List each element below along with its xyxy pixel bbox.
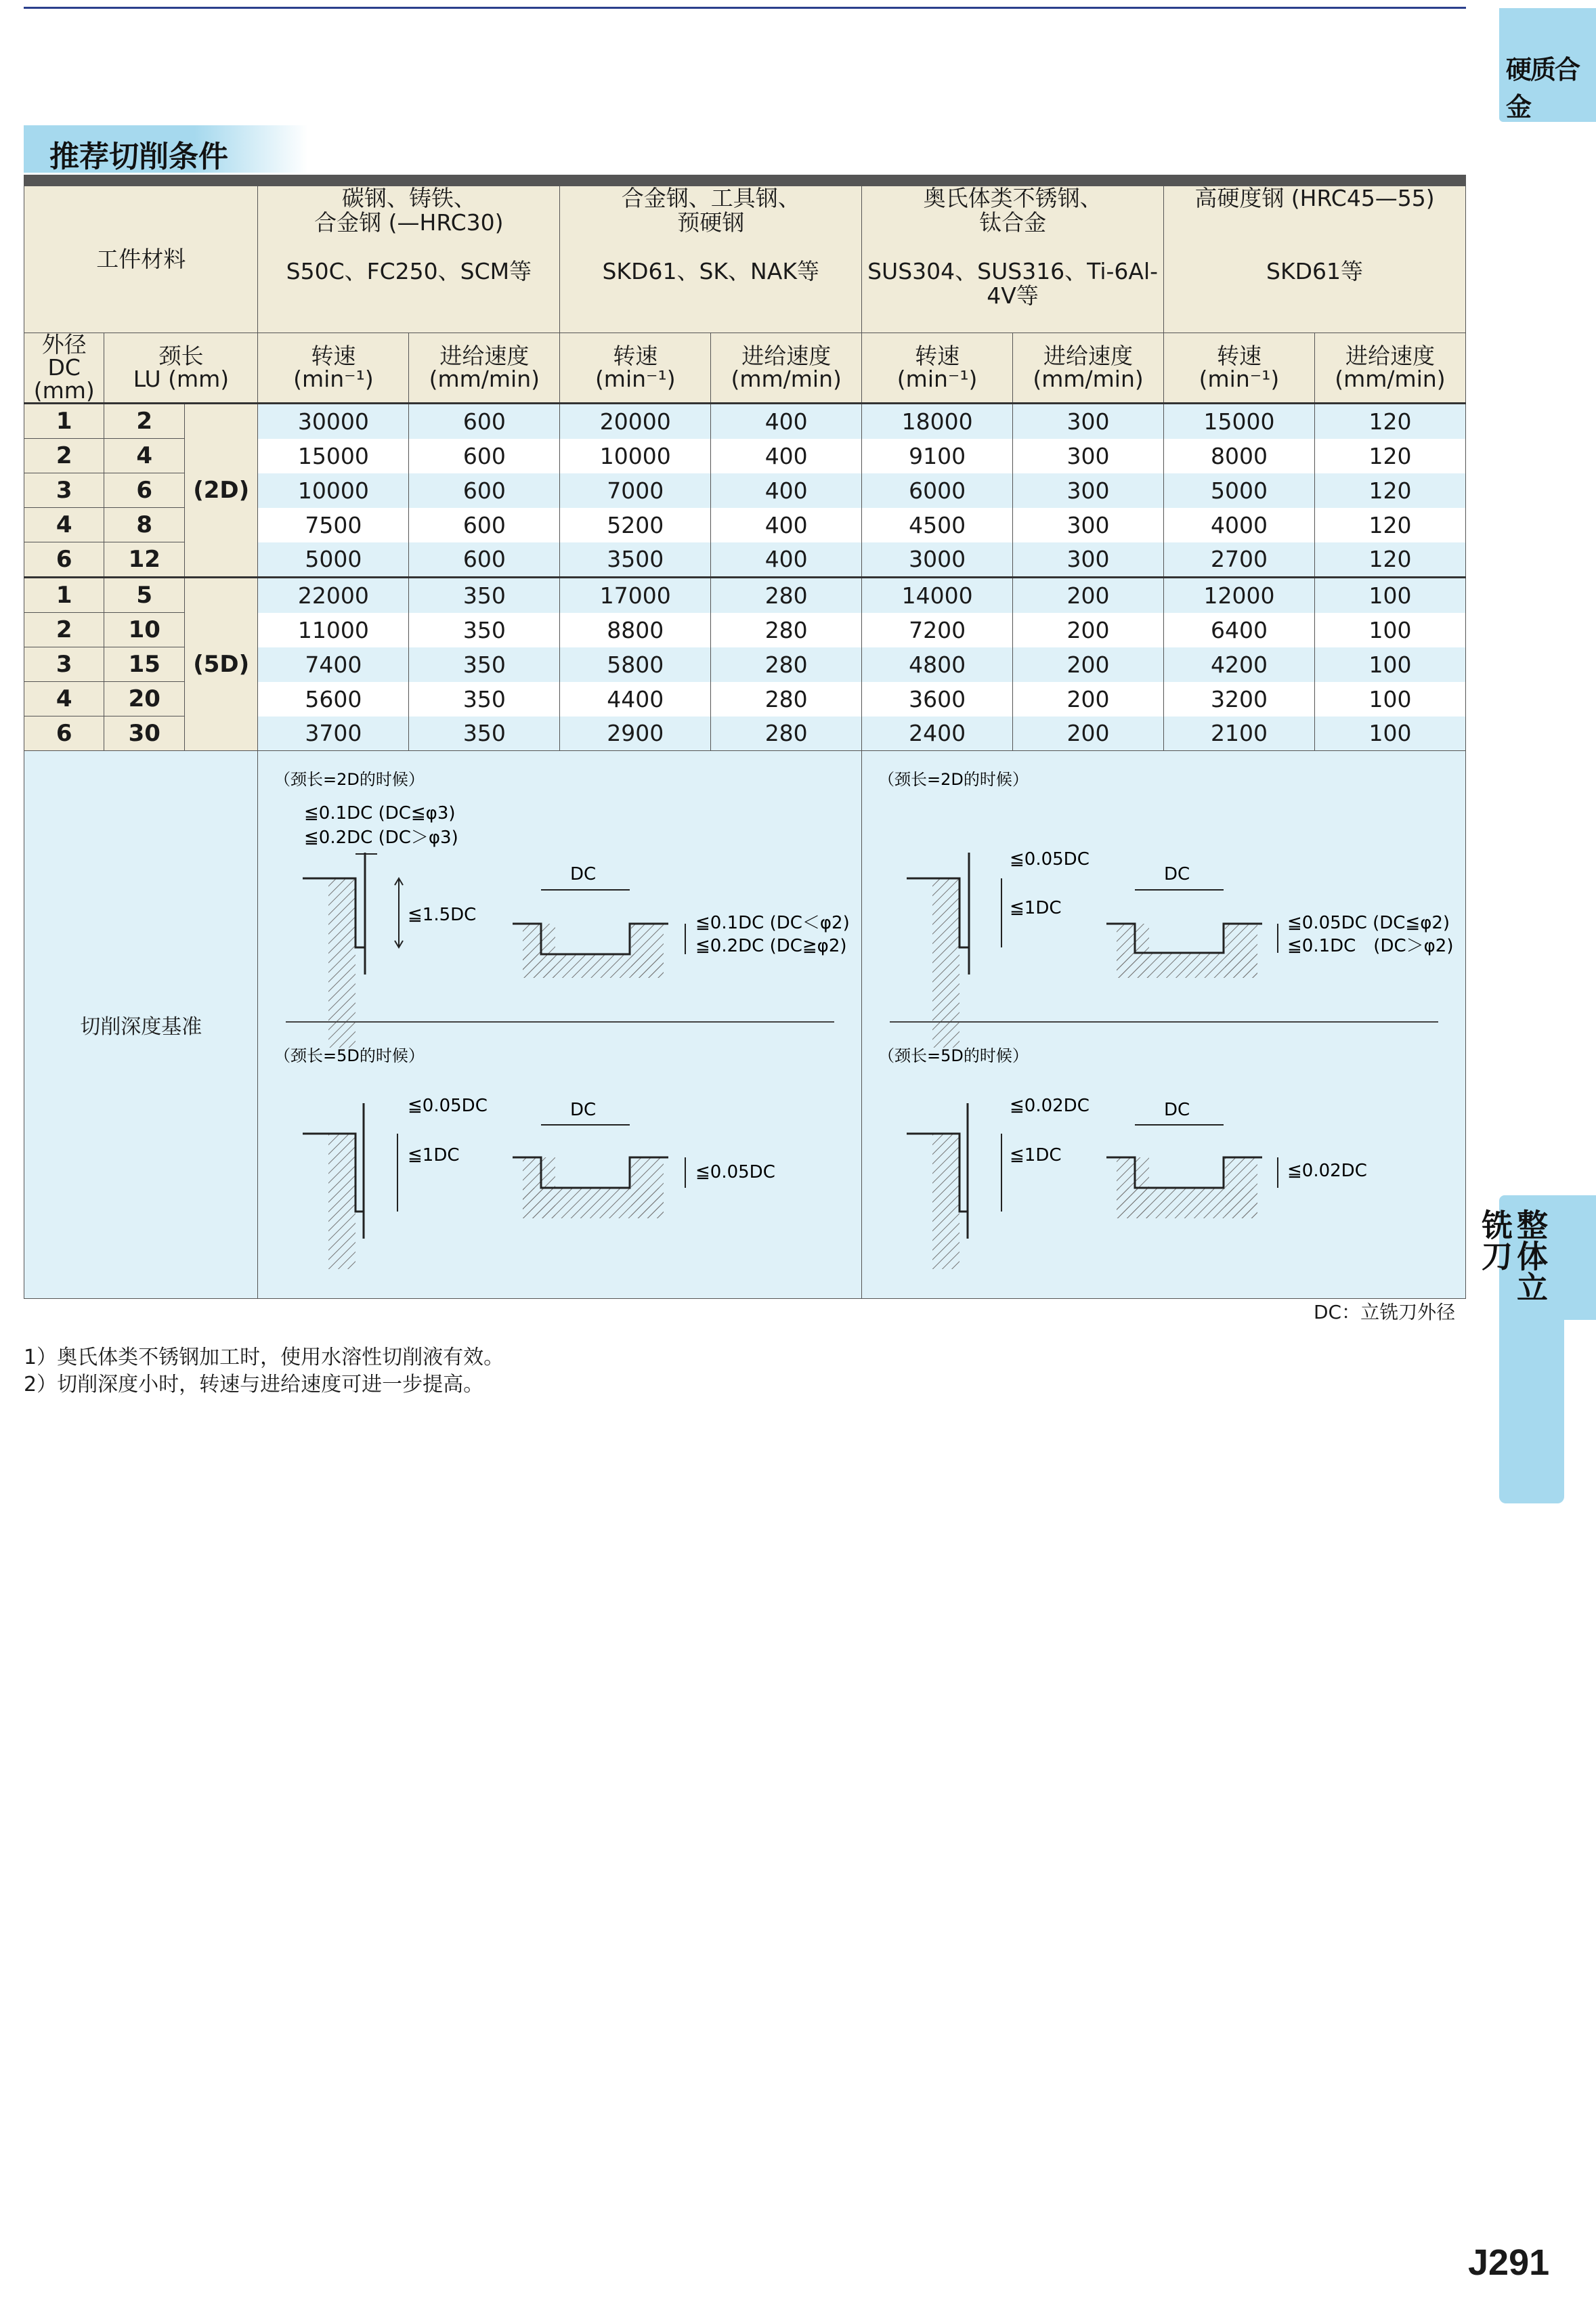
section-title: 推荐切削条件 — [24, 125, 308, 173]
speed-cell: 2100 — [1164, 716, 1315, 751]
feed-cell: 100 — [1314, 716, 1465, 751]
material-0: 碳钢、铸铁、 合金钢 (—HRC30) S50C、FC250、SCM等 — [258, 186, 560, 333]
feed-cell: 300 — [1013, 508, 1164, 542]
category-tab-carbide[interactable] — [1499, 8, 1596, 122]
speed-cell: 5000 — [1164, 473, 1315, 508]
category-tab-extension — [1499, 1314, 1564, 1503]
svg-text:≦0.05DC: ≦0.05DC — [1009, 849, 1090, 870]
feed-cell: 300 — [1013, 404, 1164, 439]
feed-cell: 100 — [1314, 647, 1465, 682]
speed-cell: 8000 — [1164, 439, 1315, 473]
speed-cell: 17000 — [560, 578, 711, 613]
feed-cell: 350 — [409, 647, 560, 682]
svg-text:≦0.2DC (DC≧φ2): ≦0.2DC (DC≧φ2) — [695, 936, 847, 956]
svg-text:≦1DC: ≦1DC — [407, 1145, 460, 1165]
speed-cell: 18000 — [862, 404, 1013, 439]
table-row — [24, 578, 1466, 613]
lu-cell: 6 — [104, 473, 184, 508]
neck-group-label: (5D) — [184, 578, 257, 751]
svg-text:≦0.05DC (DC≦φ2): ≦0.05DC (DC≦φ2) — [1287, 913, 1450, 933]
bottom-cut-diagram-2d — [1106, 864, 1453, 978]
col-feed: 进给速度 (mm/min) — [1013, 333, 1164, 404]
svg-text:≦0.05DC: ≦0.05DC — [695, 1162, 775, 1182]
lu-cell: 12 — [104, 542, 184, 578]
speed-cell: 2700 — [1164, 542, 1315, 578]
svg-text:DC: DC — [1163, 1100, 1190, 1120]
lu-cell: 2 — [104, 404, 184, 439]
lu-cell: 8 — [104, 508, 184, 542]
lu-cell: 5 — [104, 578, 184, 613]
feed-cell: 400 — [711, 473, 862, 508]
feed-cell: 120 — [1314, 404, 1465, 439]
side-cut-diagram-2d — [907, 849, 1090, 1048]
speed-cell: 3500 — [560, 542, 711, 578]
lu-cell: 20 — [104, 682, 184, 716]
page-number: J291 — [1468, 2242, 1550, 2283]
col-lu: 颈长 LU (mm) — [104, 333, 258, 404]
lu-cell: 4 — [104, 439, 184, 473]
speed-cell: 3200 — [1164, 682, 1315, 716]
svg-text:DC: DC — [569, 864, 596, 884]
speed-cell: 12000 — [1164, 578, 1315, 613]
category-tab-label: 硬质合金 — [1506, 55, 1580, 122]
svg-text:DC: DC — [1163, 864, 1190, 884]
footnote-2: 2）切削深度小时，转速与进给速度可进一步提高。 — [24, 1373, 484, 1396]
speed-cell: 7000 — [560, 473, 711, 508]
speed-cell: 7200 — [862, 613, 1013, 647]
feed-cell: 280 — [711, 578, 862, 613]
speed-cell: 4000 — [1164, 508, 1315, 542]
svg-text:（颈长=2D的时候）: （颈长=2D的时候） — [274, 770, 425, 789]
feed-cell: 600 — [409, 439, 560, 473]
feed-cell: 300 — [1013, 542, 1164, 578]
dc-cell: 6 — [24, 542, 104, 578]
depth-diagram-right — [866, 751, 1462, 1293]
column-header-row — [24, 333, 1466, 404]
svg-text:≦0.1DC (DC＜φ2): ≦0.1DC (DC＜φ2) — [695, 913, 850, 933]
speed-cell: 15000 — [1164, 404, 1315, 439]
dc-cell: 3 — [24, 647, 104, 682]
feed-cell: 600 — [409, 508, 560, 542]
lu-cell: 15 — [104, 647, 184, 682]
svg-text:≦0.1DC (DC＞φ2): ≦0.1DC (DC＞φ2) — [1287, 936, 1454, 956]
side-cut-diagram-5d — [303, 1096, 488, 1269]
svg-text:≦1.5DC: ≦1.5DC — [407, 905, 477, 925]
dc-cell: 2 — [24, 439, 104, 473]
svg-text:≦0.02DC: ≦0.02DC — [1287, 1161, 1367, 1181]
speed-cell: 6000 — [862, 473, 1013, 508]
speed-cell: 10000 — [258, 473, 409, 508]
speed-cell: 4800 — [862, 647, 1013, 682]
feed-cell: 350 — [409, 682, 560, 716]
col-speed: 转速 (min⁻¹) — [258, 333, 409, 404]
svg-text:≦1DC: ≦1DC — [1009, 898, 1062, 918]
depth-label: 切削深度基准 — [24, 751, 258, 1299]
speed-cell: 10000 — [560, 439, 711, 473]
feed-cell: 600 — [409, 473, 560, 508]
feed-cell: 200 — [1013, 682, 1164, 716]
col-speed: 转速 (min⁻¹) — [560, 333, 711, 404]
feed-cell: 100 — [1314, 613, 1465, 647]
speed-cell: 3600 — [862, 682, 1013, 716]
speed-cell: 4500 — [862, 508, 1013, 542]
feed-cell: 200 — [1013, 647, 1164, 682]
feed-cell: 400 — [711, 508, 862, 542]
speed-cell: 14000 — [862, 578, 1013, 613]
col-feed: 进给速度 (mm/min) — [711, 333, 862, 404]
material-label: 工件材料 — [24, 186, 258, 333]
table-row — [24, 404, 1466, 439]
speed-cell: 5600 — [258, 682, 409, 716]
category-tab-label: 整体立铣刀 — [1477, 1209, 1549, 1302]
bottom-cut-diagram-5d — [1106, 1100, 1367, 1218]
speed-cell: 4200 — [1164, 647, 1315, 682]
footnote-1: 1）奥氏体类不锈钢加工时，使用水溶性切削液有效。 — [24, 1346, 504, 1369]
lu-cell: 10 — [104, 613, 184, 647]
dc-cell: 4 — [24, 508, 104, 542]
feed-cell: 280 — [711, 613, 862, 647]
speed-cell: 15000 — [258, 439, 409, 473]
feed-cell: 120 — [1314, 542, 1465, 578]
feed-cell: 120 — [1314, 473, 1465, 508]
neck-group-label: (2D) — [184, 404, 257, 578]
feed-cell: 280 — [711, 716, 862, 751]
feed-cell: 600 — [409, 542, 560, 578]
speed-cell: 20000 — [560, 404, 711, 439]
bottom-cut-diagram-5d — [513, 1100, 775, 1218]
col-feed: 进给速度 (mm/min) — [1314, 333, 1465, 404]
speed-cell: 3000 — [862, 542, 1013, 578]
feed-cell: 350 — [409, 613, 560, 647]
lu-cell: 30 — [104, 716, 184, 751]
feed-cell: 600 — [409, 404, 560, 439]
dc-cell: 1 — [24, 404, 104, 439]
speed-cell: 3700 — [258, 716, 409, 751]
dc-cell: 6 — [24, 716, 104, 751]
material-3: 高硬度钢 (HRC45—55) SKD61等 — [1164, 186, 1466, 333]
material-2: 奥氏体类不锈钢、 钛合金 SUS304、SUS316、Ti-6Al-4V等 — [862, 186, 1164, 333]
speed-cell: 11000 — [258, 613, 409, 647]
table-top-bar — [24, 175, 1466, 186]
feed-cell: 400 — [711, 404, 862, 439]
speed-cell: 8800 — [560, 613, 711, 647]
svg-text:≦0.05DC: ≦0.05DC — [407, 1096, 488, 1116]
cutting-conditions-table — [24, 186, 1466, 1299]
svg-text:≦1DC: ≦1DC — [1009, 1145, 1062, 1165]
category-tab-endmill[interactable] — [1477, 1195, 1596, 1320]
feed-cell: 300 — [1013, 439, 1164, 473]
svg-text:（颈长=2D的时候）: （颈长=2D的时候） — [878, 770, 1029, 789]
feed-cell: 280 — [711, 647, 862, 682]
side-cut-diagram-2d — [303, 853, 476, 1048]
speed-cell: 5800 — [560, 647, 711, 682]
dc-cell: 1 — [24, 578, 104, 613]
speed-cell: 2900 — [560, 716, 711, 751]
col-speed: 转速 (min⁻¹) — [1164, 333, 1315, 404]
feed-cell: 200 — [1013, 578, 1164, 613]
col-speed: 转速 (min⁻¹) — [862, 333, 1013, 404]
feed-cell: 100 — [1314, 578, 1465, 613]
feed-cell: 300 — [1013, 473, 1164, 508]
speed-cell: 6400 — [1164, 613, 1315, 647]
svg-text:≦0.02DC: ≦0.02DC — [1009, 1096, 1090, 1116]
feed-cell: 350 — [409, 578, 560, 613]
feed-cell: 350 — [409, 716, 560, 751]
dc-note: DC：立铣刀外径 — [1314, 1301, 1456, 1323]
feed-cell: 100 — [1314, 682, 1465, 716]
speed-cell: 5000 — [258, 542, 409, 578]
side-cut-diagram-5d — [907, 1096, 1090, 1269]
speed-cell: 4400 — [560, 682, 711, 716]
speed-cell: 30000 — [258, 404, 409, 439]
speed-cell: 7400 — [258, 647, 409, 682]
speed-cell: 22000 — [258, 578, 409, 613]
svg-text:≦0.1DC (DC≦φ3): ≦0.1DC (DC≦φ3) — [303, 803, 456, 823]
material-1: 合金钢、工具钢、 预硬钢 SKD61、SK、NAK等 — [560, 186, 862, 333]
feed-cell: 200 — [1013, 716, 1164, 751]
depth-left-panel — [258, 751, 862, 1299]
dc-cell: 4 — [24, 682, 104, 716]
feed-cell: 400 — [711, 439, 862, 473]
feed-cell: 280 — [711, 682, 862, 716]
svg-text:（颈长=5D的时候）: （颈长=5D的时候） — [878, 1046, 1029, 1065]
col-feed: 进给速度 (mm/min) — [409, 333, 560, 404]
speed-cell: 2400 — [862, 716, 1013, 751]
speed-cell: 9100 — [862, 439, 1013, 473]
bottom-cut-diagram-2d — [513, 864, 850, 978]
depth-right-panel — [862, 751, 1466, 1299]
feed-cell: 120 — [1314, 508, 1465, 542]
feed-cell: 120 — [1314, 439, 1465, 473]
col-dc: 外径 DC (mm) — [24, 333, 104, 404]
top-rule — [24, 7, 1466, 9]
speed-cell: 7500 — [258, 508, 409, 542]
svg-text:（颈长=5D的时候）: （颈长=5D的时候） — [274, 1046, 425, 1065]
feed-cell: 200 — [1013, 613, 1164, 647]
dc-cell: 3 — [24, 473, 104, 508]
svg-text:≦0.2DC (DC＞φ3): ≦0.2DC (DC＞φ3) — [303, 828, 458, 848]
depth-diagram-left — [262, 751, 858, 1293]
dc-cell: 2 — [24, 613, 104, 647]
svg-text:DC: DC — [569, 1100, 596, 1120]
feed-cell: 400 — [711, 542, 862, 578]
speed-cell: 5200 — [560, 508, 711, 542]
